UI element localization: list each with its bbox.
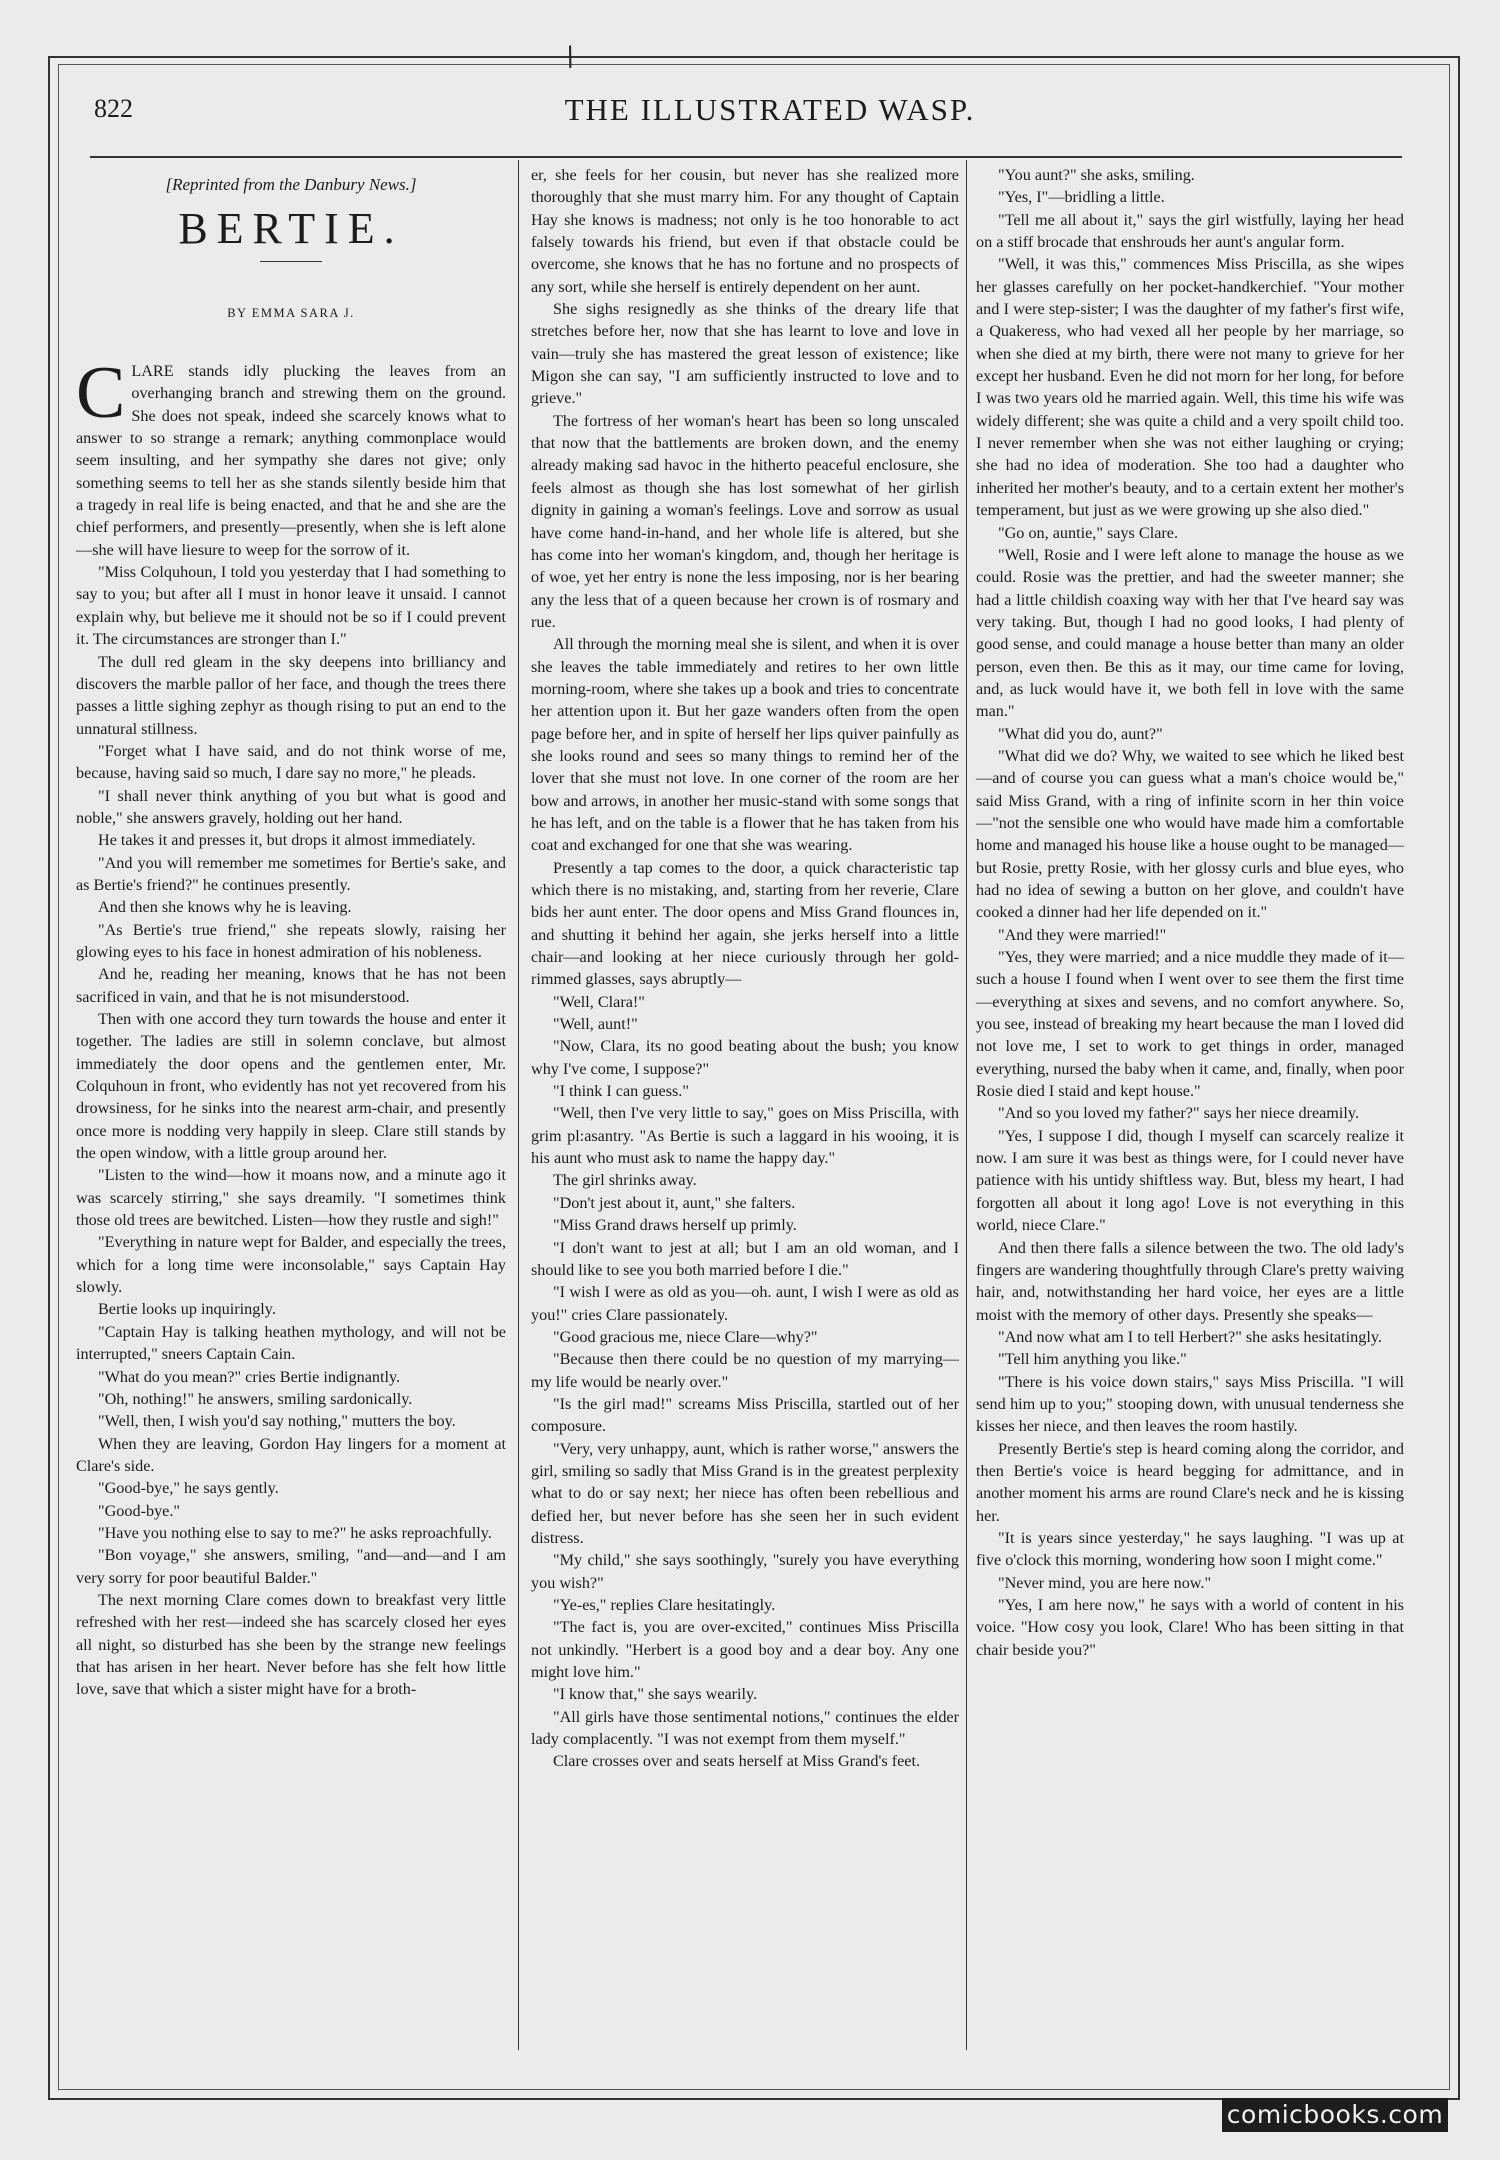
header-rule — [90, 156, 1402, 158]
paragraph: "What did you do, aunt?" — [998, 724, 1163, 743]
watermark-logo: comicbooks.com — [1222, 2098, 1448, 2132]
paragraph: "Captain Hay is talking heathen mythology, and will not be interrupted," sneers Captain Cain. — [76, 1322, 506, 1364]
paragraph: She sighs resignedly as she thinks of the dreary life that stretches before her, now that she has learnt to love and love in vain—truly she has mastered the great lesson of existence; like Migon she can say, "I am sufficiently instructed to love and to grieve." — [531, 300, 959, 408]
paragraph: The fortress of her woman's heart has been so long unscaled that now that the battlements are broken down, and the enemy already making sad havoc in the hitherto peaceful enclosure, she feels almost as though she has lost somewhat of her girlish dignity in gaining a woman's feelings. Love and sorrow as usual have come hand-in-hand, and her whole life is altered, but she has come into her woman's kingdom, and, though her heritage is of woe, yet her entry is none the less imposing, nor is her bearing any the less that of a queen because her crown is of rosmary and rue. — [531, 411, 959, 631]
paragraph: The girl shrinks away. — [553, 1171, 697, 1190]
paragraph: "The fact is, you are over-excited," continues Miss Priscilla not unkindly. "Herbert is a good boy and a dear boy. Any one might love him." — [531, 1618, 959, 1682]
column-3-body — [976, 164, 1404, 1661]
paragraph: "And they were married!" — [998, 925, 1167, 944]
paragraph: "Listen to the wind—how it moans now, and a minute ago it was scarcely stirring," she says dreamily. "I sometimes think those old trees are bewitched. Listen—how they rustle and sigh!" — [76, 1166, 506, 1230]
paragraph: "Well, Clara!" — [553, 992, 645, 1011]
paragraph: "Oh, nothing!" he answers, smiling sardonically. — [98, 1389, 413, 1408]
column-2 — [531, 164, 959, 1773]
paragraph: Clare crosses over and seats herself at Miss Grand's feet. — [553, 1752, 921, 1771]
paragraph: "Yes, they were married; and a nice muddle they made of it—such a house I found when I went over to see them the first time—everything at sixes and sevens, and no comfort anywhere. So, you see, instead of breaking my heart because the man I loved did not love me, I set to work to get things in order, managed everything, nursed the baby when it came, and, finally, when poor Rosie died I staid and kept house." — [976, 948, 1404, 1101]
paragraph: "Never mind, you are here now." — [998, 1573, 1212, 1592]
opening-paragraph — [76, 352, 506, 561]
paragraph: All through the morning meal she is silent, and when it is over she leaves the table immediately and retires to her own little morning-room, where she takes up a book and tries to concentrate her attention upon it. But her gaze wanders often from the open page before her, and in spite of herself her lips quiver painfully as she looks round and sees so many things to remind her of the lover that she must not love. In one corner of the room are her bow and arrows, in another her music-stand with some songs that he has left, and on the table is a flower that he has taken from his coat and exchanged for one that she was wearing. — [531, 635, 959, 855]
paragraph: "And so you loved my father?" says her niece dreamily. — [998, 1104, 1359, 1123]
paragraph: "Have you nothing else to say to me?" he asks reproachfully. — [98, 1523, 492, 1542]
paragraph: "Ye-es," replies Clare hesitatingly. — [553, 1596, 776, 1614]
paragraph: He takes it and presses it, but drops it almost immediately. — [98, 831, 476, 850]
paragraph: "Everything in nature wept for Balder, and especially the trees, which for a long time were inconsolable," says Captain Hay slowly. — [76, 1233, 506, 1297]
paragraph: "Bon voyage," she answers, smiling, "and—and—and I am very sorry for poor beautiful Balder." — [76, 1546, 506, 1587]
paragraph: "Miss Colquhoun, I told you yesterday that I had something to say to you; but after all I must in honor leave it unsaid. I cannot explain why, but believe me it should not be so if I could prevent it. The circumstances are stronger than I." — [76, 563, 506, 649]
paragraph: "Go on, auntie," says Clare. — [998, 523, 1178, 542]
paragraph: The dull red gleam in the sky deepens into brilliancy and discovers the marble pallor of her face, and though the trees there passes a little sighing zephyr as though rising to put an end to the unnatural stillness. — [76, 652, 506, 738]
paragraph: "I don't want to jest at all; but I am an old woman, and I should like to see you both married before I die." — [531, 1238, 959, 1279]
paragraph: "Yes, I am here now," he says with a world of content in his voice. "How cosy you look, Clare! Who has been sitting in that chair beside you?" — [976, 1596, 1404, 1659]
paragraph: "I wish I were as old as you—oh. aunt, I wish I were as old as you!" cries Clare passionately. — [531, 1283, 959, 1324]
paragraph: Bertie looks up inquiringly. — [98, 1300, 276, 1319]
paragraph: "Good gracious me, niece Clare—why?" — [553, 1327, 818, 1346]
paragraph: "Yes, I suppose I did, though I myself can scarcely realize it now. I am sure it was best as things were, for I could never have patience with his untidy shiftless way. But, bless my heart, I had forgotten all about it long ago! Love is not everything in this world, niece Clare." — [976, 1126, 1404, 1235]
pencil-tick-mark: / — [561, 41, 580, 73]
column-1 — [76, 164, 506, 1701]
paragraph: "Yes, I"—bridling a little. — [998, 188, 1165, 207]
paragraph: Then with one accord they turn towards the house and enter it together. The ladies are still in solemn conclave, but almost immediately the door opens and the gentlemen enter, Mr. Colquhoun in front, who evidently has not yet recovered from his drowsiness, for he sinks into the nearest arm-chair, and presently once more is nodding very happily in sleep. Clare still stands by the open window, with a little group around her. — [76, 1010, 506, 1163]
story-title: BERTIE. — [178, 204, 404, 254]
paragraph: "You aunt?" she asks, smiling. — [998, 166, 1195, 184]
paragraph: "Tell him anything you like." — [998, 1350, 1187, 1369]
paragraph: "Is the girl mad!" screams Miss Priscilla, startled out of her composure. — [531, 1394, 959, 1436]
paragraph: "I shall never think anything of you but what is good and noble," she answers gravely, holding out her hand. — [76, 786, 506, 827]
page-number: 822 — [94, 94, 133, 123]
paragraph: er, she feels for her cousin, but never has she realized more thoroughly that she must marry him. For any thought of Captain Hay she knows is madness; not only is he too honorable to act falsely towards his friend, but even if that obstacle could be overcome, she knows that he has no fortune and no prospects of any sort, while she herself is entirely dependent on her aunt. — [531, 166, 959, 296]
column-3 — [976, 164, 1404, 1661]
paragraph: "Well, Rosie and I were left alone to manage the house as we could. Rosie was the prettier, and had the sweeter manner; she had a little childish coaxing way with her that I've heard say was very taking. But, though I had no good looks, I had plenty of good sense, and could manage a house better than many an older person, even then. Be this as it may, our time came for loving, and, as luck would have it, we both fell in love with the same man." — [976, 545, 1404, 721]
paragraph: "I know that," she says wearily. — [553, 1685, 758, 1704]
paragraph: Presently Bertie's step is heard coming along the corridor, and then Bertie's voice is heard begging for admittance, and in another moment his arms are round Clare's neck and he is kissing her. — [976, 1439, 1404, 1525]
drop-cap: C — [76, 352, 126, 435]
paragraph: "It is years since yesterday," he says laughing. "I was up at five o'clock this morning, wondering how soon I might come." — [976, 1528, 1404, 1570]
paragraph: "Don't jest about it, aunt," she falters. — [553, 1193, 796, 1212]
paragraph: "All girls have those sentimental notions," continues the elder lady complacently. "I was not exempt from them myself." — [531, 1707, 959, 1749]
paragraph: "And you will remember me sometimes for Bertie's sake, and as Bertie's friend?" he continues presently. — [76, 853, 506, 894]
byline: BY EMMA SARA J. — [227, 305, 355, 320]
column-divider-2 — [966, 160, 967, 2050]
paragraph: "Well, it was this," commences Miss Priscilla, as she wipes her glasses carefully on her pocket-handkerchief. "Your mother and I were step-sister; I was the daughter of my father's first wife, a Quakeress, who had vexed all her people by her marriage, so when she died at my birth, there were not many to grieve for her except her husband. Even he did not morn for her long, for before I was two years old he married again. Well, this time his wife was widely different; she was quite a child and a very spoilt child too. I never remember when she was not either laughing or crying; she had no idea of moderation. She too had a daughter who inherited her mother's beauty, and to a certain extent her mother's temperament, but just as we were growing up she also died." — [976, 255, 1404, 520]
column-divider-1 — [518, 160, 519, 2050]
paragraph: "Very, very unhappy, aunt, which is rather worse," answers the girl, smiling so sadly that Miss Grand is in the greatest perplexity what to do or say next; her niece has often been rebellious and defied her, but never before has she seen her in such evident distress. — [531, 1439, 959, 1547]
column-2-body — [531, 164, 959, 1773]
paragraph: "What did we do? Why, we waited to see which he liked best—and of course you can guess what a man's choice would be," said Miss Grand, with a ring of infinite scorn in her thin voice—"not the sensible one who would have made him a comfortable home and managed his house like a house ought to be managed—but Rosie, pretty Rosie, with her glossy curls and blue eyes, who had no idea of sewing a button on her glove, and couldn't have cooked a dinner had her life depended on it." — [976, 746, 1404, 922]
paragraph: "My child," she says soothingly, "surely you have everything you wish?" — [531, 1551, 959, 1592]
paragraph: The next morning Clare comes down to breakfast very little refreshed with her rest—indeed she has scarcely closed her eyes all night, so disturbed has she been by the strange new feelings that has arisen in her heart. Never before has she felt how little love, save that which a sister might have for a broth- — [76, 1590, 506, 1699]
paragraph: And then she knows why he is leaving. — [98, 898, 352, 917]
paragraph: "I think I can guess." — [553, 1082, 689, 1101]
paragraph: When they are leaving, Gordon Hay lingers for a moment at Clare's side. — [76, 1434, 506, 1475]
reprint-note: [Reprinted from the Danbury News.] — [165, 175, 417, 194]
paragraph: "As Bertie's true friend," she repeats slowly, raising her glowing eyes to his face in honest admiration of his nobleness. — [76, 920, 506, 961]
paragraph: "Because then there could be no question of my marrying—my life would be nearly over." — [531, 1350, 959, 1391]
paragraph: And he, reading her meaning, knows that he has not been sacrificed in vain, and that he is not misunderstood. — [76, 965, 506, 1006]
paragraph: "Well, then I've very little to say," goes on Miss Priscilla, with grim pl:asantry. "As Bertie is such a laggard in his wooing, it is his aunt who must ask to name the happy day." — [531, 1104, 959, 1168]
paragraph: "Forget what I have said, and do not think worse of me, because, having said so much, I dare say no more," he pleads. — [76, 741, 506, 783]
paragraph: "What do you mean?" cries Bertie indignantly. — [98, 1367, 401, 1386]
title-rule — [260, 261, 322, 262]
paragraph: "There is his voice down stairs," says Miss Priscilla. "I will send him up to you;" stooping down, with unusual tenderness she kisses her niece, and then leaves the room hastily. — [976, 1372, 1404, 1436]
paragraph: "Good-bye." — [98, 1501, 180, 1520]
paragraph: "Miss Grand draws herself up primly. — [553, 1216, 797, 1235]
publication-title: THE ILLUSTRATED WASP. — [564, 92, 976, 127]
paragraph: "Tell me all about it," says the girl wistfully, laying her head on a stiff brocade that enshrouds her aunt's angular form. — [976, 210, 1404, 252]
paragraph: And then there falls a silence between the two. The old lady's fingers are wandering thoughtfully through Clare's pretty waiving hair, and, notwithstanding her hard voice, her eyes are a little moist with the memory of other days. Presently she speaks— — [976, 1238, 1404, 1324]
column-1-body — [76, 561, 506, 1701]
paragraph: "And now what am I to tell Herbert?" she asks hesitatingly. — [998, 1327, 1382, 1346]
paragraph: "Now, Clara, its no good beating about the bush; you know why I've come, I suppose?" — [531, 1037, 959, 1078]
paragraph: Presently a tap comes to the door, a quick characteristic tap which there is no mistaking, and, starting from her reverie, Clare bids her aunt enter. The door opens and Miss Grand flounces in, and shutting it behind her again, she jerks herself into a little chair—and looking at her niece curiously through her gold-rimmed glasses, says abruptly— — [531, 858, 959, 989]
paragraph: "Well, aunt!" — [553, 1015, 638, 1034]
paragraph: "Well, then, I wish you'd say nothing," mutters the boy. — [98, 1412, 456, 1431]
opening-paragraph-text: LARE stands idly plucking the leaves from an overhanging branch and strewing them on the ground. She does not speak, indeed she scarcely knows what to answer to so strange a remark; anything commonplace would seem insulting, and her sympathy she dares not give; only something seems to tell her as she stands silently beside him that a tragedy in real life is being enacted, and that he and she are the chief performers, and presently—presently, when she is left alone—she will have liesure to weep for the sorrow of it. — [76, 362, 506, 559]
paragraph: "Good-bye," he says gently. — [98, 1479, 279, 1498]
